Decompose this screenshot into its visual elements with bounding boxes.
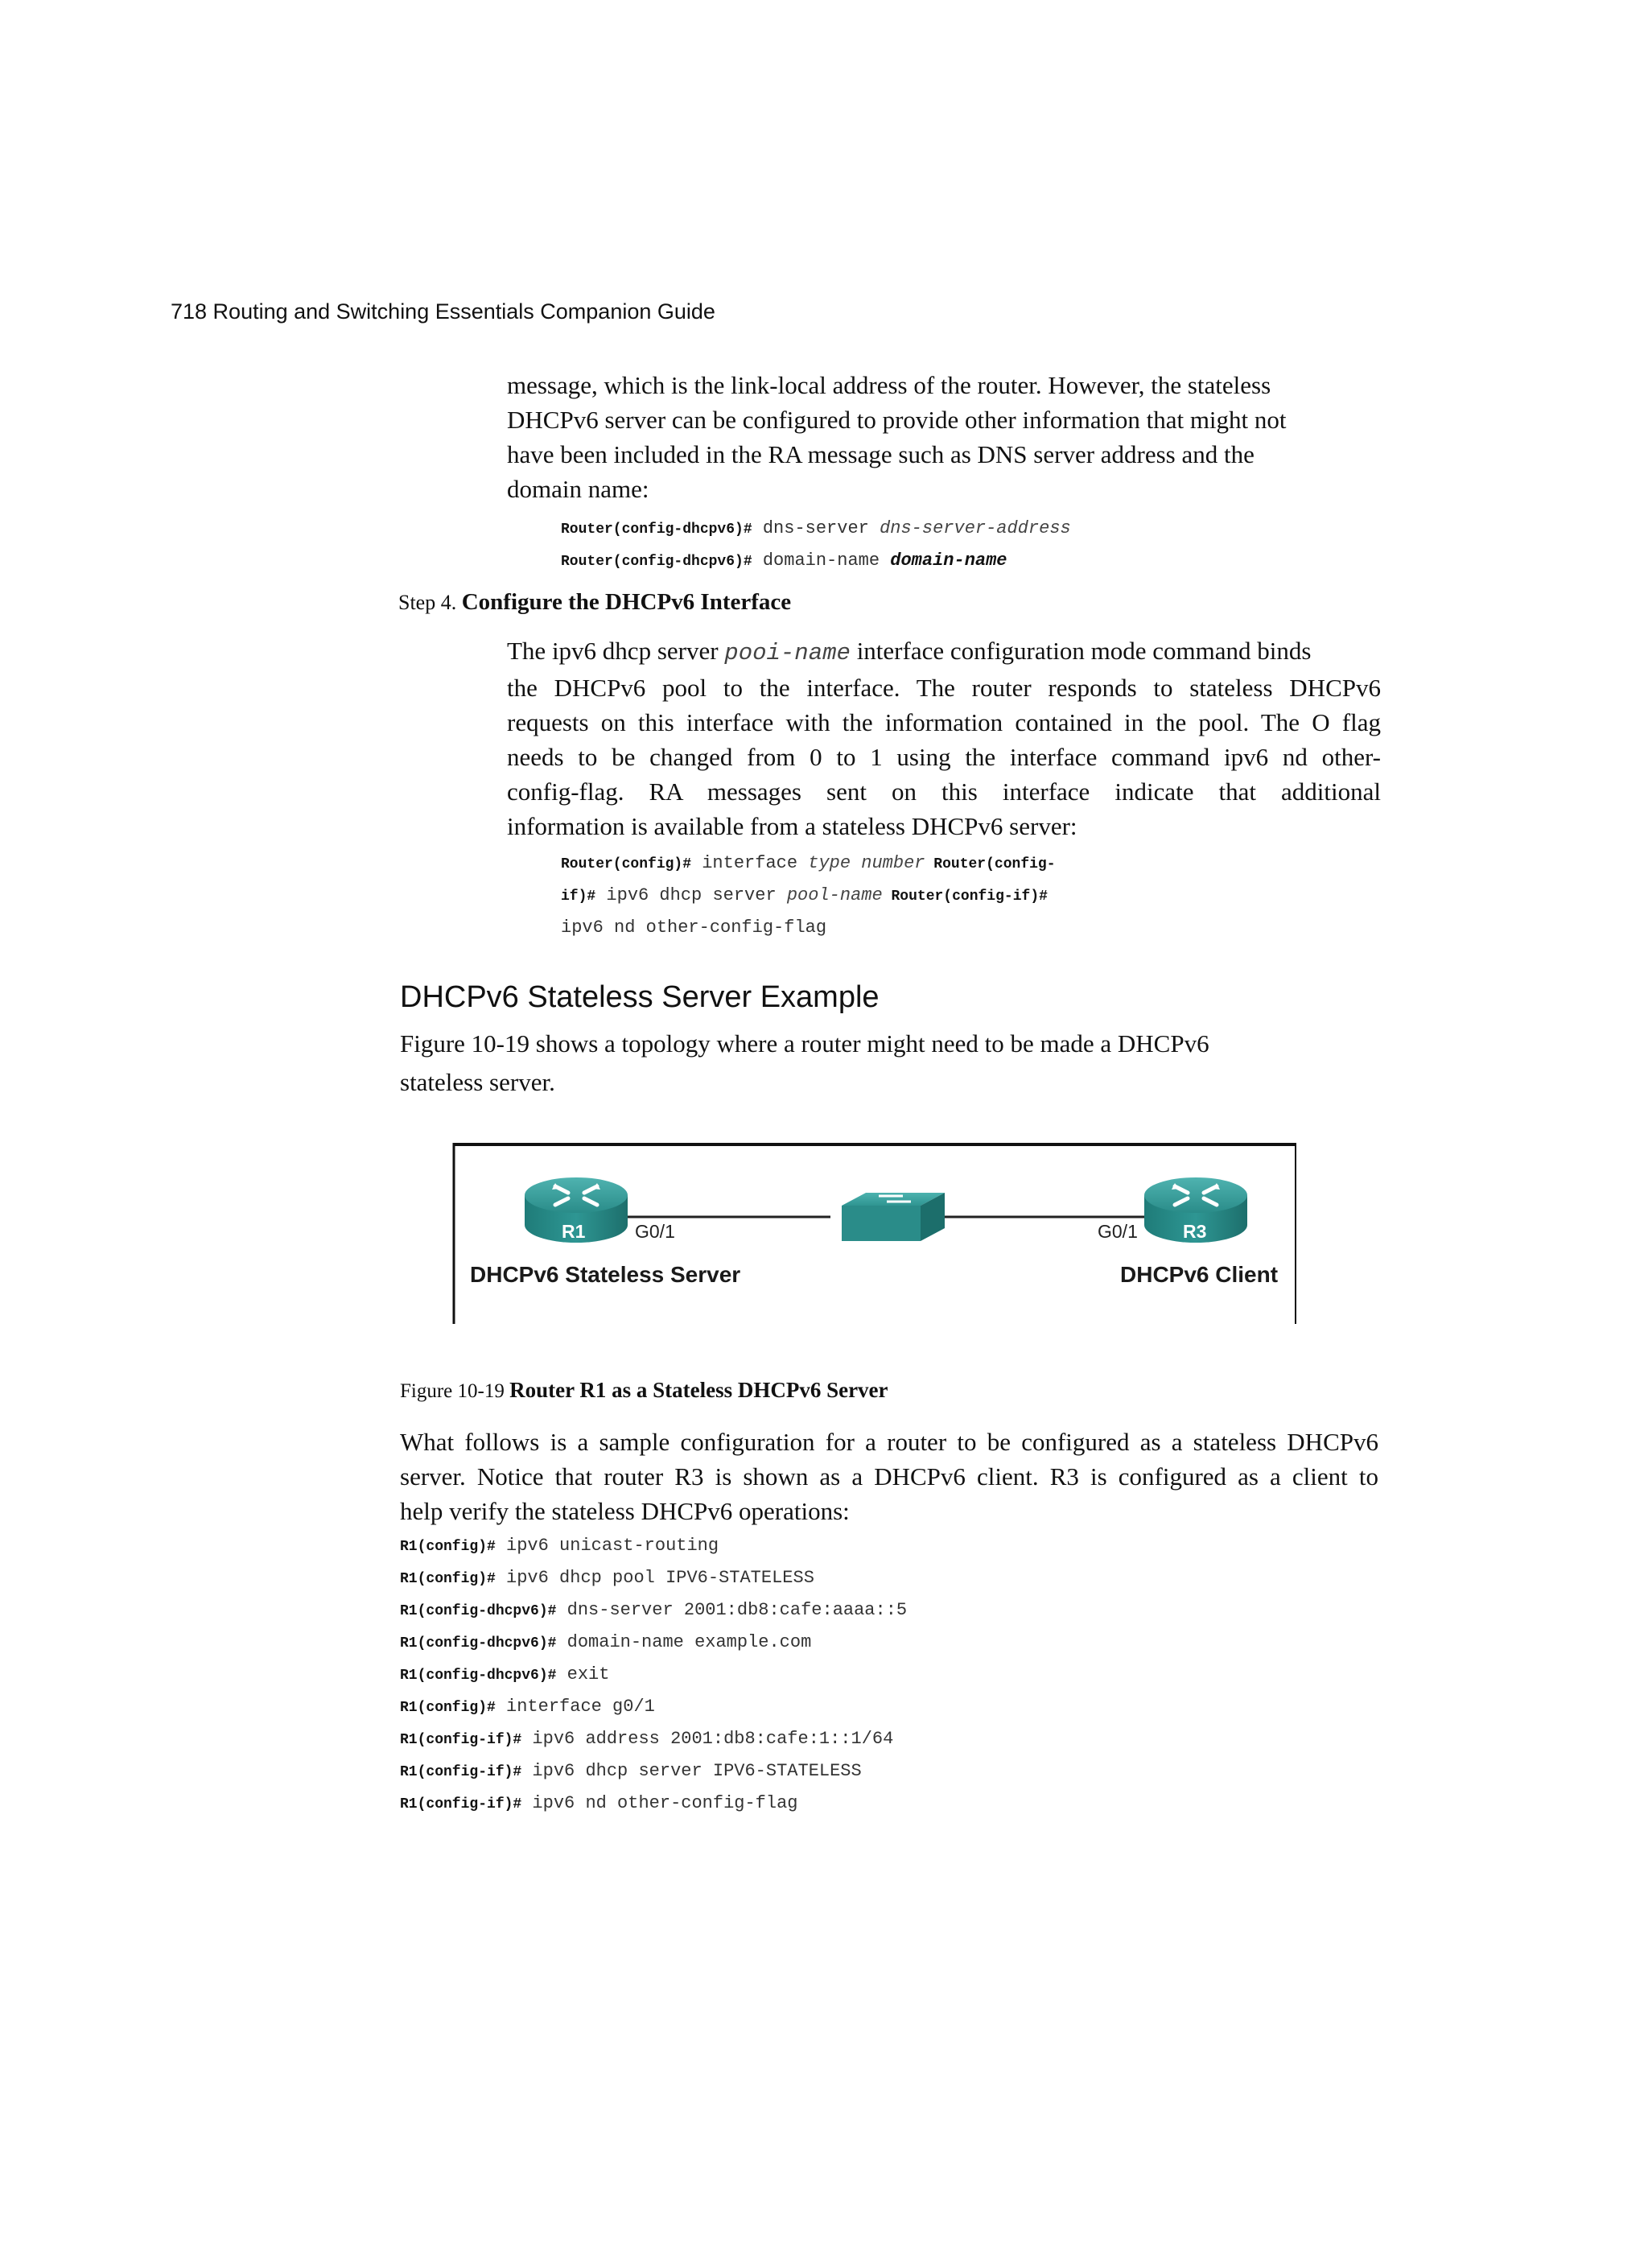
code-prompt: R1(config-if)#: [400, 1732, 522, 1748]
r1-interface-label: G0/1: [635, 1221, 675, 1242]
r3-interface-label: G0/1: [1098, 1221, 1138, 1242]
code-command: ipv6 address 2001:db8:cafe:1::1/64: [521, 1729, 894, 1749]
code-command: ipv6 dhcp pool IPV6-STATELESS: [495, 1568, 814, 1588]
code-prompt: R1(config-if)#: [400, 1764, 522, 1780]
step-title: Configure the DHCPv6 Interface: [461, 589, 792, 615]
paragraph-figure-intro: [400, 1025, 1366, 1102]
code-line: [561, 912, 1056, 944]
section-heading: DHCPv6 Stateless Server Example: [400, 980, 880, 1014]
code-line: [561, 545, 1071, 577]
r1-role-label: DHCPv6 Stateless Server: [470, 1262, 741, 1287]
code-command: dns-server 2001:db8:cafe:aaaa::5: [556, 1600, 908, 1620]
code-command: ipv6 dhcp server IPV6-STATELESS: [521, 1761, 862, 1781]
code-line: [400, 1788, 907, 1820]
text-line: have been included in the RA message such as DNS server address and the: [507, 440, 1255, 468]
code-block-r1-configuration: [400, 1530, 907, 1820]
code-argument: pool-name: [786, 885, 883, 905]
code-line: [400, 1627, 907, 1659]
code-command: interface: [691, 853, 809, 873]
code-command: dns-server: [752, 518, 880, 538]
text-line: help verify the stateless DHCPv6 operations:: [400, 1497, 850, 1525]
text-line: domain name:: [507, 475, 649, 503]
text-line: server. Notice that router R3 is shown as a DHCPv6 client. R3 is configured as a client to: [400, 1462, 1378, 1491]
figure-number: Figure 10-19: [400, 1380, 505, 1402]
code-prompt: Router(config-: [925, 856, 1056, 872]
code-line: [400, 1562, 907, 1594]
code-prompt: R1(config)#: [400, 1700, 496, 1716]
code-command: exit: [556, 1664, 610, 1685]
code-command: domain-name: [752, 551, 891, 571]
figure-caption: [400, 1378, 888, 1403]
text-line: the DHCPv6 pool to the interface. The router responds to stateless DHCPv6: [507, 674, 1381, 702]
router-r1-label: R1: [562, 1221, 586, 1242]
text-line: config-flag. RA messages sent on this interface indicate that additional: [507, 777, 1381, 806]
code-line: [561, 880, 1056, 912]
code-command: ipv6 unicast-routing: [495, 1536, 719, 1556]
text-line: message, which is the link-local address of the router. However, the stateless: [507, 371, 1271, 399]
paragraph-dhcpv6-server-info: [507, 368, 1376, 506]
code-prompt: R1(config-dhcpv6)#: [400, 1668, 557, 1684]
code-prompt: R1(config-dhcpv6)#: [400, 1603, 557, 1619]
code-prompt: R1(config-dhcpv6)#: [400, 1635, 557, 1652]
code-block-interface-config: [561, 847, 1056, 944]
text-line: information is available from a stateless DHCPv6 server:: [507, 812, 1077, 840]
text-line: stateless server.: [400, 1068, 555, 1096]
r3-role-label: DHCPv6 Client: [1120, 1262, 1279, 1287]
code-argument: dns-server-address: [880, 518, 1071, 538]
text-line: DHCPv6 server can be configured to provide other information that might not: [507, 406, 1287, 434]
code-line: [561, 513, 1071, 545]
text-line: What follows is a sample configuration for a router to be configured as a stateless DHCPv6: [400, 1428, 1378, 1456]
text-line: Figure 10-19 shows a topology where a router might need to be made a DHCPv6: [400, 1029, 1209, 1058]
code-argument: type number: [808, 853, 925, 873]
code-prompt: R1(config-if)#: [400, 1796, 522, 1812]
step-heading: [398, 589, 791, 616]
figure-title: Router R1 as a Stateless DHCPv6 Server: [509, 1378, 888, 1402]
paragraph-dhcpv6-interface: [507, 633, 1381, 843]
code-prompt: Router(config)#: [561, 856, 692, 872]
code-line: [400, 1594, 907, 1627]
code-prompt: Router(config-dhcpv6)#: [561, 554, 752, 570]
running-head: 718 Routing and Switching Essentials Companion Guide: [171, 299, 715, 324]
step-number: Step 4.: [398, 591, 457, 614]
router-r3-label: R3: [1183, 1221, 1207, 1242]
code-line: [400, 1659, 907, 1691]
text-line: needs to be changed from 0 to 1 using the interface command ipv6 nd other-: [507, 743, 1381, 771]
code-prompt: R1(config)#: [400, 1571, 496, 1587]
code-command: ipv6 dhcp server: [595, 885, 787, 905]
text-line: requests on this interface with the information contained in the pool. The O flag: [507, 708, 1381, 736]
switch-icon: [842, 1193, 945, 1241]
code-line: [400, 1691, 907, 1723]
inline-code: pooi-name: [724, 640, 851, 666]
code-prompt: Router(config-dhcpv6)#: [561, 522, 752, 538]
code-prompt: if)#: [561, 889, 596, 905]
code-argument: domain-name: [890, 551, 1007, 571]
code-line: [400, 1530, 907, 1562]
code-block-dhcpv6-options: [561, 513, 1071, 577]
code-line: [400, 1723, 907, 1755]
code-command: domain-name example.com: [556, 1632, 812, 1652]
code-command: ipv6 nd other-config-flag: [561, 918, 827, 938]
code-line: [400, 1755, 907, 1788]
code-prompt: R1(config)#: [400, 1539, 496, 1555]
text-line: The ipv6 dhcp server pooi-name interface configuration mode command binds: [507, 637, 1312, 666]
paragraph-sample-config: [400, 1425, 1378, 1528]
code-command: interface g0/1: [495, 1697, 655, 1717]
code-line: [561, 847, 1056, 880]
topology-figure: [452, 1143, 1297, 1324]
code-command: ipv6 nd other-config-flag: [521, 1793, 798, 1813]
code-prompt: Router(config-if)#: [882, 889, 1048, 905]
